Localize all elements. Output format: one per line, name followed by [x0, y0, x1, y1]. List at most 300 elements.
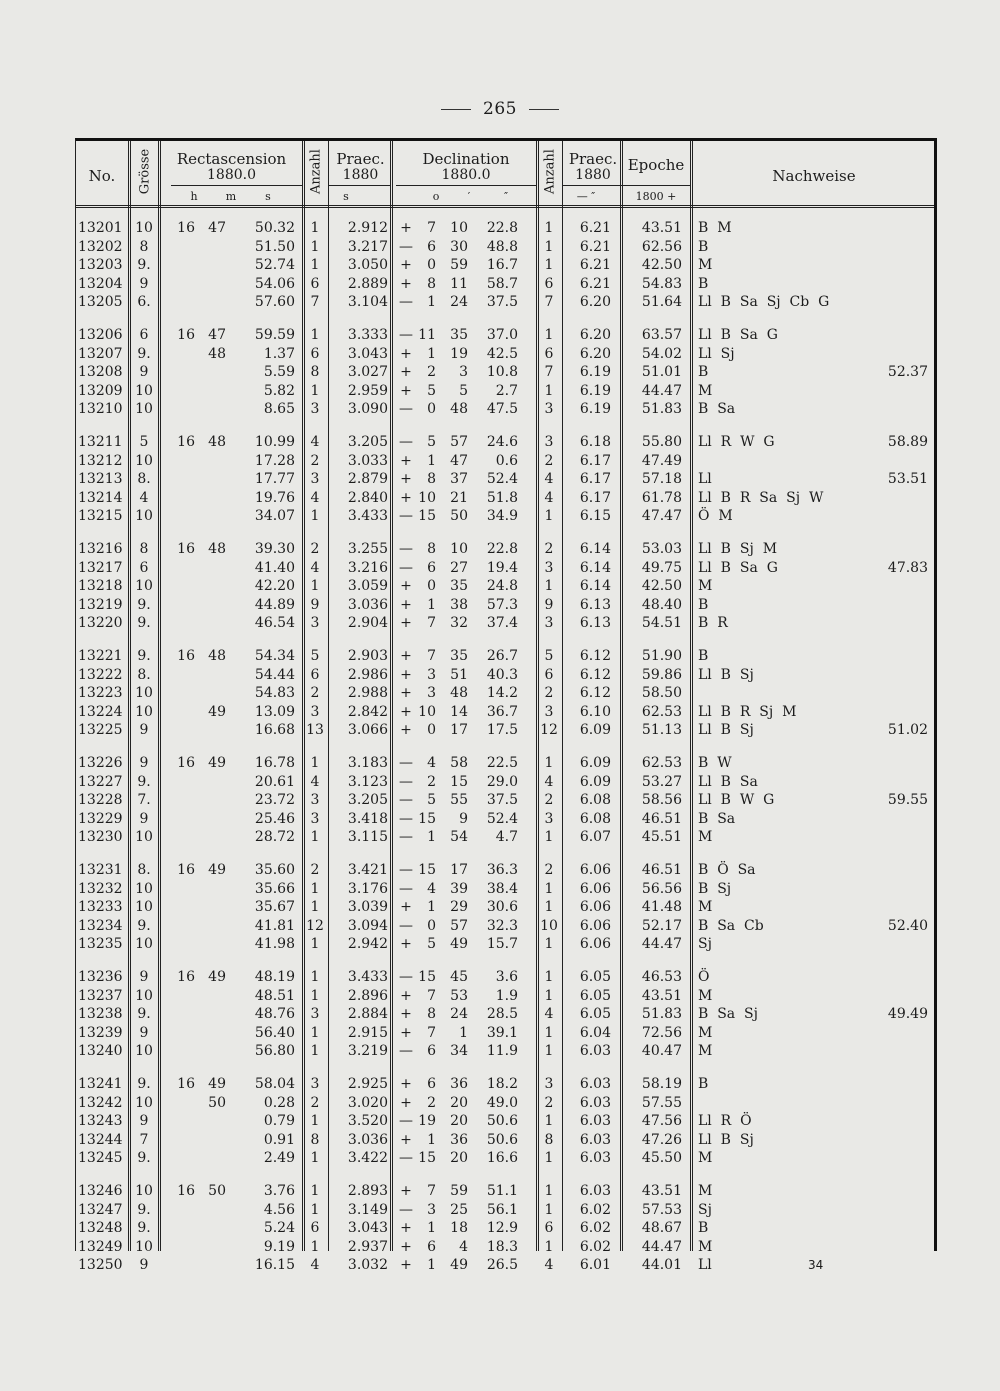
cell-decl-min: 49	[450, 936, 468, 953]
cell-decl-deg: 1	[427, 1220, 436, 1237]
cell-groesse: 10	[135, 987, 153, 1004]
cell-decl-sec: 51.1	[486, 1183, 518, 1199]
cell-decl-deg: 10	[418, 703, 436, 720]
cell-no: 13224	[78, 703, 123, 720]
table-row	[76, 1094, 934, 1112]
cell-groesse: 4	[139, 489, 149, 506]
cell-decl-deg: 15	[418, 810, 436, 827]
cell-extra: 47.83	[887, 559, 928, 576]
cell-anzahl1: 3	[310, 401, 320, 418]
cell-praec2: 6.05	[579, 1006, 611, 1023]
cell-no: 13205	[78, 294, 123, 311]
cell-ra-h: 16	[177, 648, 195, 664]
cell-praec2: 6.19	[579, 364, 611, 381]
cell-groesse: 10	[135, 578, 153, 595]
cell-extra: 53.51	[887, 471, 928, 488]
cell-decl-sec: 16.6	[486, 1150, 518, 1167]
cell-decl-sec: 38.4	[486, 880, 518, 897]
cell-praec2: 6.14	[579, 559, 611, 576]
cell-ra-s: 41.40	[254, 559, 295, 576]
cell-nachweise: B Sj	[698, 880, 732, 897]
header-praec2-unit: — ″	[576, 190, 596, 203]
cell-decl-sign: +	[400, 345, 412, 362]
cell-anzahl2: 4	[544, 1257, 554, 1274]
cell-nachweise: B	[698, 596, 709, 613]
cell-extra: 49.49	[887, 1006, 928, 1023]
cell-praec1: 3.094	[347, 917, 388, 934]
cell-decl-sec: 16.7	[486, 257, 518, 274]
cell-decl-sign: +	[400, 220, 412, 236]
cell-praec2: 6.09	[579, 722, 611, 739]
table-row	[76, 968, 934, 986]
cell-praec2: 6.02	[579, 1201, 611, 1218]
cell-nachweise: Ll B Sa G	[698, 559, 778, 576]
cell-ra-m: 49	[208, 969, 226, 985]
cell-ra-h: 16	[177, 327, 195, 343]
cell-epoche: 43.51	[641, 1183, 682, 1199]
cell-decl-deg: 1	[427, 899, 436, 916]
cell-nachweise: M	[698, 1024, 713, 1041]
cell-anzahl2: 1	[544, 578, 554, 595]
cell-ra-h: 16	[177, 220, 195, 236]
cell-ra-s: 48.19	[254, 969, 295, 985]
cell-praec1: 3.032	[347, 1257, 388, 1274]
cell-decl-deg: 1	[427, 1257, 436, 1274]
cell-groesse: 9.	[137, 1201, 151, 1218]
cell-decl-sec: 50.6	[486, 1113, 518, 1130]
cell-epoche: 43.51	[641, 987, 682, 1004]
cell-decl-sign: +	[400, 1006, 412, 1023]
cell-ra-s: 50.32	[254, 220, 295, 236]
cell-praec2: 6.05	[579, 969, 611, 985]
cell-no: 13238	[78, 1006, 123, 1023]
table-row	[76, 666, 934, 684]
cell-ra-s: 48.76	[254, 1006, 295, 1023]
rule-ra-sub	[171, 185, 302, 186]
cell-epoche: 48.40	[641, 596, 682, 613]
cell-decl-deg: 11	[418, 327, 436, 343]
cell-anzahl2: 3	[544, 703, 554, 720]
cell-no: 13218	[78, 578, 123, 595]
cell-no: 13240	[78, 1043, 123, 1060]
cell-ra-s: 3.76	[263, 1183, 295, 1199]
table-row	[76, 326, 934, 344]
cell-decl-min: 20	[450, 1113, 468, 1130]
cell-praec2: 6.19	[579, 382, 611, 399]
cell-anzahl2: 1	[544, 899, 554, 916]
cell-no: 13216	[78, 541, 123, 557]
header-anzahl2: Anzahl	[542, 149, 558, 194]
cell-no: 13233	[78, 899, 123, 916]
cell-praec2: 6.14	[579, 578, 611, 595]
cell-nachweise: B Sa	[698, 401, 736, 418]
table-row	[76, 1005, 934, 1023]
header-ra-m: m	[225, 190, 237, 203]
cell-decl-sign: —	[399, 1201, 413, 1218]
cell-praec2: 6.13	[579, 615, 611, 632]
cell-anzahl1: 1	[310, 578, 320, 595]
cell-nachweise: Ll B Sa G	[698, 327, 778, 343]
cell-decl-min: 47	[450, 452, 468, 469]
cell-decl-min: 24	[450, 1006, 468, 1023]
cell-anzahl2: 1	[544, 220, 554, 236]
cell-decl-deg: 19	[418, 1113, 436, 1130]
cell-anzahl2: 4	[544, 773, 554, 790]
cell-groesse: 9.	[137, 917, 151, 934]
cell-decl-sign: —	[399, 862, 413, 878]
cell-praec2: 6.13	[579, 596, 611, 613]
table-row	[76, 345, 934, 363]
cell-anzahl1: 1	[310, 382, 320, 399]
cell-anzahl1: 6	[310, 666, 320, 683]
cell-epoche: 42.50	[641, 578, 682, 595]
cell-nachweise: Ll B W G	[698, 792, 775, 809]
header-decl-sec: ″	[503, 190, 509, 203]
cell-groesse: 9	[139, 810, 149, 827]
cell-decl-sign: +	[400, 722, 412, 739]
cell-epoche: 47.26	[641, 1131, 682, 1148]
cell-extra: 58.89	[887, 434, 928, 450]
cell-nachweise: Ll B Sa Sj Cb G	[698, 294, 830, 311]
cell-anzahl2: 12	[540, 722, 558, 739]
cell-groesse: 10	[135, 382, 153, 399]
cell-anzahl2: 4	[544, 489, 554, 506]
cell-epoche: 44.01	[641, 1257, 682, 1274]
cell-decl-sign: —	[399, 917, 413, 934]
cell-praec1: 3.050	[347, 257, 388, 274]
cell-ra-h: 16	[177, 1076, 195, 1092]
cell-decl-sign: +	[400, 257, 412, 274]
cell-nachweise: M	[698, 578, 713, 595]
cell-nachweise: Ö M	[698, 508, 733, 525]
header-ra-title: Rectascension	[176, 150, 287, 168]
cell-praec1: 3.176	[347, 880, 388, 897]
cell-decl-deg: 7	[427, 615, 436, 632]
cell-nachweise: B	[698, 1220, 709, 1237]
cell-no: 13234	[78, 917, 123, 934]
cell-anzahl2: 4	[544, 1006, 554, 1023]
table-row	[76, 1042, 934, 1060]
cell-praec1: 3.219	[347, 1043, 388, 1060]
table-row	[76, 898, 934, 916]
cell-praec1: 2.959	[347, 382, 388, 399]
cell-anzahl2: 2	[544, 792, 554, 809]
cell-ra-s: 5.82	[263, 382, 295, 399]
cell-ra-s: 23.72	[254, 792, 295, 809]
cell-decl-deg: 2	[427, 364, 436, 381]
cell-decl-sec: 18.2	[486, 1076, 518, 1092]
cell-groesse: 9.	[137, 257, 151, 274]
cell-anzahl1: 1	[310, 755, 320, 771]
cell-anzahl2: 2	[544, 452, 554, 469]
cell-decl-min: 48	[450, 401, 468, 418]
cell-ra-s: 56.80	[254, 1043, 295, 1060]
cell-decl-sign: —	[399, 773, 413, 790]
cell-decl-sec: 37.0	[486, 327, 518, 343]
cell-nachweise: B Ö Sa	[698, 862, 756, 878]
cell-decl-deg: 6	[427, 1043, 436, 1060]
cell-decl-sign: +	[400, 899, 412, 916]
cell-anzahl1: 6	[310, 275, 320, 292]
cell-decl-min: 3	[459, 364, 468, 381]
table-row	[76, 684, 934, 702]
cell-ra-s: 25.46	[254, 810, 295, 827]
cell-anzahl1: 1	[310, 1150, 320, 1167]
cell-anzahl1: 1	[310, 327, 320, 343]
cell-praec1: 3.059	[347, 578, 388, 595]
cell-decl-sign: —	[399, 969, 413, 985]
cell-ra-s: 54.06	[254, 275, 295, 292]
table-row	[76, 1182, 934, 1200]
cell-groesse: 9.	[137, 345, 151, 362]
table-row	[76, 540, 934, 558]
cell-anzahl1: 1	[310, 880, 320, 897]
cell-praec1: 2.889	[347, 275, 388, 292]
cell-decl-min: 35	[450, 578, 468, 595]
cell-anzahl2: 1	[544, 327, 554, 343]
cell-ra-s: 13.09	[254, 703, 295, 720]
cell-ra-s: 5.59	[263, 364, 295, 381]
cell-decl-sign: +	[400, 452, 412, 469]
cell-anzahl2: 1	[544, 936, 554, 953]
cell-ra-h: 16	[177, 1183, 195, 1199]
cell-no: 13204	[78, 275, 123, 292]
cell-ra-m: 48	[208, 648, 226, 664]
cell-no: 13249	[78, 1238, 123, 1255]
cell-nachweise: Ll Sj	[698, 345, 735, 362]
cell-decl-deg: 7	[427, 1024, 436, 1041]
cell-praec2: 6.03	[579, 1183, 611, 1199]
table-row	[76, 791, 934, 809]
cell-anzahl2: 5	[544, 648, 554, 664]
cell-decl-sec: 42.5	[486, 345, 518, 362]
cell-anzahl2: 1	[544, 829, 554, 846]
cell-praec1: 3.422	[347, 1150, 388, 1167]
cell-decl-sec: 58.7	[486, 275, 518, 292]
cell-praec1: 2.937	[347, 1238, 388, 1255]
cell-epoche: 59.86	[641, 666, 682, 683]
cell-decl-deg: 3	[427, 685, 436, 702]
cell-groesse: 9	[139, 1024, 149, 1041]
cell-praec1: 3.027	[347, 364, 388, 381]
cell-decl-deg: 3	[427, 1201, 436, 1218]
table-row	[76, 1201, 934, 1219]
table-row	[76, 703, 934, 721]
cell-decl-sign: —	[399, 327, 413, 343]
cell-praec2: 6.03	[579, 1113, 611, 1130]
cell-decl-sec: 49.0	[486, 1094, 518, 1111]
cell-nachweise: Ll B R Sj M	[698, 703, 797, 720]
cell-praec2: 6.02	[579, 1238, 611, 1255]
cell-anzahl2: 8	[544, 1131, 554, 1148]
cell-groesse: 9	[139, 275, 149, 292]
cell-decl-deg: 1	[427, 829, 436, 846]
table-row	[76, 219, 934, 237]
cell-ra-s: 17.28	[254, 452, 295, 469]
cell-decl-min: 14	[450, 703, 468, 720]
cell-groesse: 10	[135, 1094, 153, 1111]
table-row	[76, 400, 934, 418]
cell-decl-deg: 1	[427, 596, 436, 613]
cell-anzahl1: 3	[310, 1006, 320, 1023]
cell-anzahl2: 1	[544, 755, 554, 771]
cell-no: 13228	[78, 792, 123, 809]
cell-anzahl2: 3	[544, 559, 554, 576]
cell-ra-m: 49	[208, 1076, 226, 1092]
cell-ra-s: 57.60	[254, 294, 295, 311]
cell-decl-sec: 34.9	[486, 508, 518, 525]
cell-epoche: 58.56	[641, 792, 682, 809]
table-row	[76, 917, 934, 935]
cell-decl-sec: 52.4	[486, 810, 518, 827]
cell-groesse: 7.	[137, 792, 151, 809]
cell-anzahl2: 2	[544, 685, 554, 702]
cell-no: 13232	[78, 880, 123, 897]
cell-decl-sec: 29.0	[486, 773, 518, 790]
cell-epoche: 46.51	[641, 810, 682, 827]
cell-anzahl2: 1	[544, 382, 554, 399]
cell-epoche: 46.53	[641, 969, 682, 985]
cell-praec1: 2.912	[347, 220, 388, 236]
cell-decl-min: 25	[450, 1201, 468, 1218]
cell-epoche: 56.56	[641, 880, 682, 897]
cell-no: 13222	[78, 666, 123, 683]
cell-no: 13250	[78, 1257, 123, 1274]
cell-decl-sign: +	[400, 489, 412, 506]
cell-nachweise: B Sa Sj	[698, 1006, 758, 1023]
cell-ra-s: 59.59	[254, 327, 295, 343]
cell-anzahl2: 1	[544, 238, 554, 255]
cell-praec2: 6.06	[579, 880, 611, 897]
cell-nachweise: Ll R W G	[698, 434, 775, 450]
table-row	[76, 810, 934, 828]
cell-groesse: 9	[139, 969, 149, 985]
cell-extra: 51.02	[887, 722, 928, 739]
cell-no: 13208	[78, 364, 123, 381]
cell-decl-deg: 15	[418, 508, 436, 525]
cell-epoche: 51.83	[641, 401, 682, 418]
cell-anzahl1: 9	[310, 596, 320, 613]
cell-anzahl1: 1	[310, 829, 320, 846]
cell-praec2: 6.20	[579, 327, 611, 343]
cell-ra-s: 0.79	[263, 1113, 295, 1130]
cell-praec2: 6.06	[579, 862, 611, 878]
cell-decl-sec: 50.6	[486, 1131, 518, 1148]
cell-anzahl1: 12	[306, 917, 324, 934]
cell-groesse: 9.	[137, 648, 151, 664]
cell-anzahl1: 4	[310, 773, 320, 790]
cell-ra-s: 17.77	[254, 471, 295, 488]
cell-ra-s: 58.04	[254, 1076, 295, 1092]
cell-ra-m: 47	[208, 327, 226, 343]
cell-epoche: 44.47	[641, 936, 682, 953]
cell-praec1: 3.418	[347, 810, 388, 827]
cell-praec1: 2.893	[347, 1183, 388, 1199]
cell-epoche: 55.80	[641, 434, 682, 450]
cell-no: 13236	[78, 969, 123, 985]
cell-decl-min: 18	[450, 1220, 468, 1237]
cell-decl-deg: 7	[427, 648, 436, 664]
cell-decl-deg: 0	[427, 578, 436, 595]
cell-praec1: 3.104	[347, 294, 388, 311]
cell-decl-deg: 5	[427, 936, 436, 953]
cell-praec2: 6.03	[579, 1076, 611, 1092]
cell-decl-min: 20	[450, 1094, 468, 1111]
cell-anzahl1: 1	[310, 238, 320, 255]
cell-decl-deg: 8	[427, 1006, 436, 1023]
cell-decl-sec: 22.8	[486, 541, 518, 557]
cell-anzahl1: 8	[310, 1131, 320, 1148]
cell-praec1: 2.986	[347, 666, 388, 683]
cell-decl-sign: +	[400, 596, 412, 613]
cell-no: 13245	[78, 1150, 123, 1167]
cell-groesse: 10	[135, 685, 153, 702]
cell-anzahl1: 2	[310, 1094, 320, 1111]
cell-ra-s: 54.34	[254, 648, 295, 664]
cell-decl-sign: +	[400, 615, 412, 632]
cell-decl-deg: 0	[427, 401, 436, 418]
cell-no: 13210	[78, 401, 123, 418]
cell-nachweise: B M	[698, 220, 732, 236]
cell-no: 13230	[78, 829, 123, 846]
cell-decl-min: 49	[450, 1257, 468, 1274]
cell-epoche: 62.53	[641, 755, 682, 771]
cell-groesse: 10	[135, 1183, 153, 1199]
cell-praec2: 6.03	[579, 1131, 611, 1148]
cell-epoche: 44.47	[641, 382, 682, 399]
cell-nachweise: Ll B Sa	[698, 773, 758, 790]
cell-praec1: 2.842	[347, 703, 388, 720]
cell-praec2: 6.03	[579, 1150, 611, 1167]
table-row	[76, 1075, 934, 1093]
cell-decl-min: 9	[459, 810, 468, 827]
cell-no: 13242	[78, 1094, 123, 1111]
cell-decl-min: 27	[450, 559, 468, 576]
cell-decl-min: 35	[450, 327, 468, 343]
cell-decl-deg: 1	[427, 345, 436, 362]
cell-decl-min: 1	[459, 1024, 468, 1041]
cell-ra-s: 41.81	[254, 917, 295, 934]
cell-decl-deg: 6	[427, 1238, 436, 1255]
header-praec2-title: Praec.	[568, 150, 618, 168]
cell-decl-min: 57	[450, 917, 468, 934]
table-row	[76, 828, 934, 846]
rule-praec2-sub	[562, 185, 690, 186]
cell-praec2: 6.12	[579, 666, 611, 683]
header-ra-epoch: 1880.0	[207, 167, 256, 183]
cell-no: 13248	[78, 1220, 123, 1237]
cell-decl-deg: 0	[427, 722, 436, 739]
cell-anzahl1: 3	[310, 792, 320, 809]
cell-anzahl1: 8	[310, 364, 320, 381]
cell-decl-min: 50	[450, 508, 468, 525]
cell-praec2: 6.18	[579, 434, 611, 450]
cell-praec1: 3.520	[347, 1113, 388, 1130]
cell-decl-min: 10	[450, 541, 468, 557]
cell-decl-sign: +	[400, 1257, 412, 1274]
cell-decl-min: 29	[450, 899, 468, 916]
table-row	[76, 489, 934, 507]
cell-anzahl1: 4	[310, 1257, 320, 1274]
cell-decl-deg: 5	[427, 434, 436, 450]
cell-extra: 59.55	[887, 792, 928, 809]
cell-decl-sec: 14.2	[486, 685, 518, 702]
cell-epoche: 51.90	[641, 648, 682, 664]
cell-decl-deg: 7	[427, 220, 436, 236]
cell-decl-deg: 15	[418, 1150, 436, 1167]
cell-decl-sign: —	[399, 810, 413, 827]
cell-ra-s: 10.99	[254, 434, 295, 450]
